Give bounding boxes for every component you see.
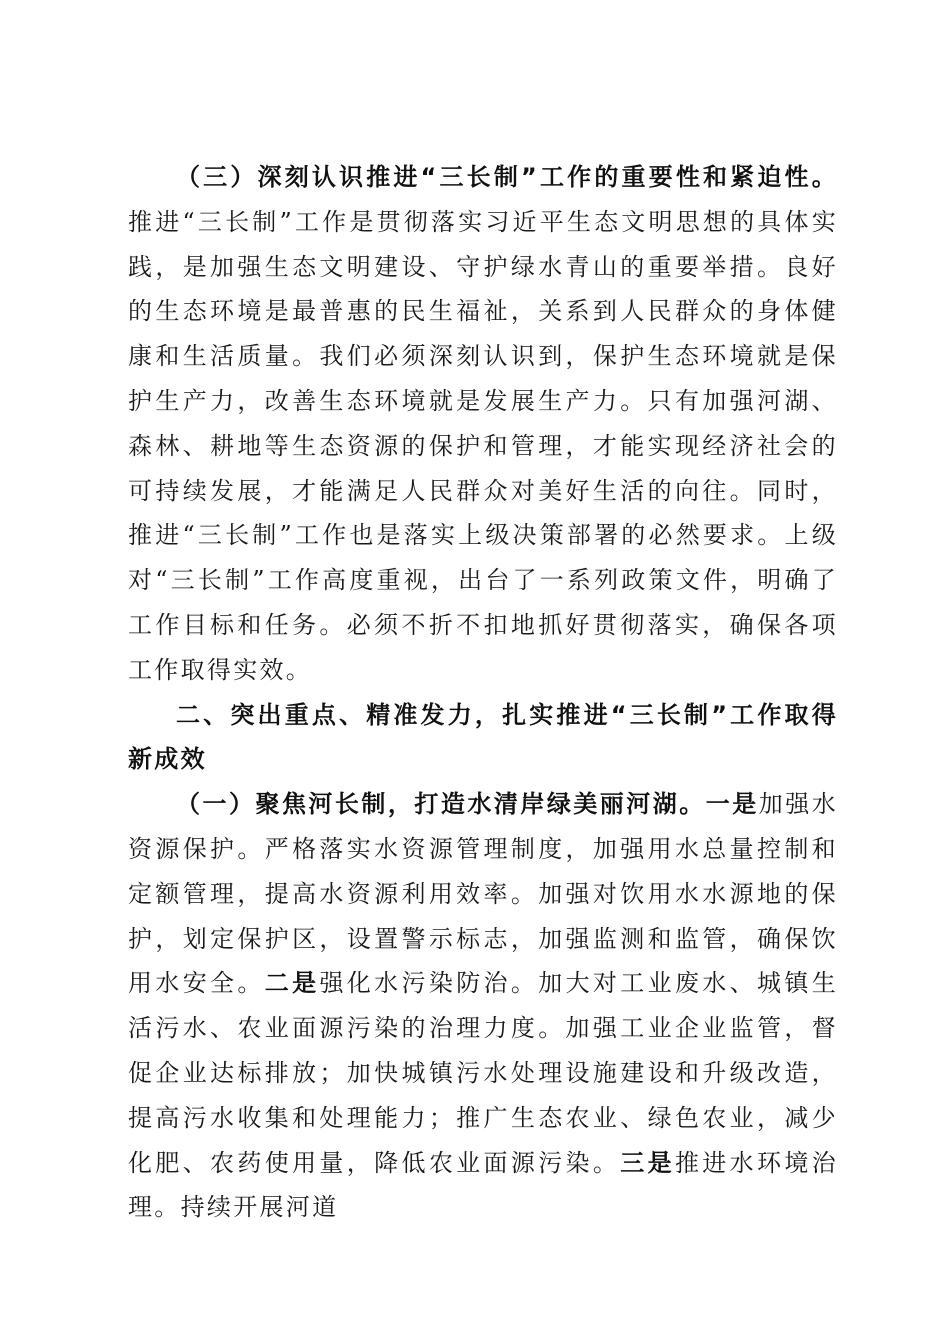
- subsection-one-heading: （一）聚焦河长制，打造水清岸绿美丽河湖。: [176, 790, 706, 819]
- section-three-heading: （三）深刻认识推进“三长制”工作的重要性和紧迫性。: [176, 163, 838, 191]
- point-one-text: 加强水资源保护。严格落实水资源管理制度，加强用水总量控制和定额管理，提高水资源利用效率。加强对饮用水水源地的保护，划定保护区，设置警示标志，加强监测和监管，确保饮用水安全。: [128, 790, 839, 998]
- document-body: [128, 155, 838, 1230]
- section-three-body: 推进“三长制”工作是贯彻落实习近平生态文明思想的具体实践，是加强生态文明建设、守护绿水青山的重要举措。良好的生态环境是最普惠的民生福祉，关系到人民群众的身体健康和生活质量。我们必须深刻认识到，保护生态环境就是保护生产力，改善生态环境就是发展生产力。只有加强河湖、森林、耕地等生态资源的保护和管理，才能实现经济社会的可持续发展，才能满足人民群众对美好生活的向往。同时，推进“三长制”工作也是落实上级决策部署的必然要求。上级对“三长制”工作高度重视，出台了一系列政策文件，明确了工作目标和任务。必须不折不扣地抓好贯彻落实，确保各项工作取得实效。: [128, 207, 838, 684]
- point-two-lead: 二是: [264, 969, 320, 998]
- section-three-paragraph: [128, 155, 838, 693]
- subsection-one-paragraph: [128, 782, 838, 1230]
- point-three-text: 推进水环境治理。持续开展河道: [128, 1148, 838, 1222]
- part-two-heading: 二、突出重点、精准发力，扎实推进“三长制”工作取得新成效: [128, 700, 838, 774]
- point-three-lead: 三是: [620, 1148, 675, 1177]
- point-two-text: 强化水污染防治。加大对工业废水、城镇生活污水、农业面源污染的治理力度。加强工业企业监管，督促企业达标排放；加快城镇污水处理设施建设和升级改造，提高污水收集和处理能力；推广生态农业、绿色农业，减少化肥、农药使用量，降低农业面源污染。: [128, 969, 839, 1177]
- point-one-lead: 一是: [705, 790, 759, 819]
